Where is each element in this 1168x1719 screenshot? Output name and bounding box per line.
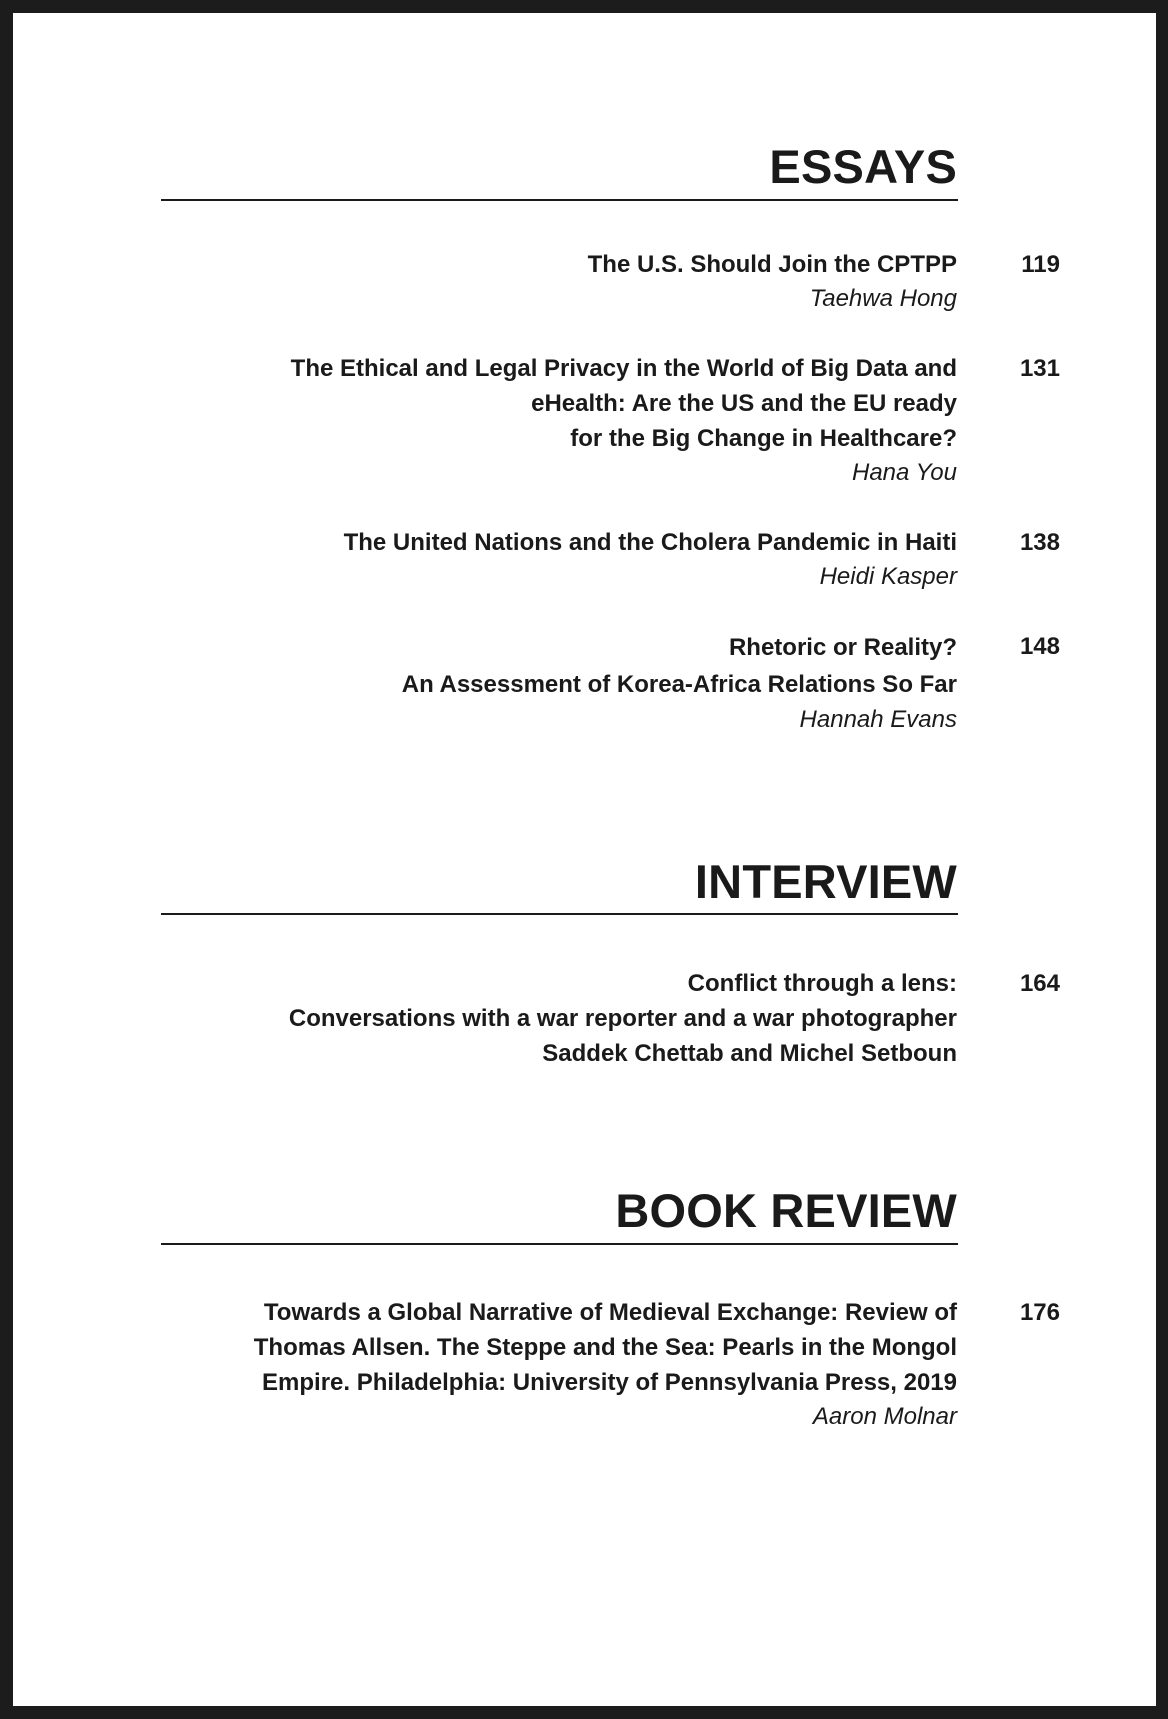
entry-title-line: The United Nations and the Cholera Pandemic in Haiti	[343, 529, 957, 556]
entry-title-line: The Ethical and Legal Privacy in the World of Big Data and	[290, 355, 957, 382]
entry-author: Saddek Chettab and Michel Setboun	[542, 1040, 957, 1067]
toc-entry-cptpp[interactable]	[97, 247, 957, 316]
entry-page-number: 131	[1019, 355, 1060, 382]
toc-entry-medieval-exchange-review[interactable]	[97, 1295, 957, 1434]
entry-title-line: Conversations with a war reporter and a war photographer	[288, 1005, 957, 1032]
entry-author: Taehwa Hong	[809, 285, 957, 312]
entry-title-line: eHealth: Are the US and the EU ready	[531, 390, 957, 417]
toc-entry-cholera-haiti[interactable]	[97, 525, 957, 594]
entry-title-line: for the Big Change in Healthcare?	[570, 425, 957, 452]
section-divider-essays	[161, 199, 958, 201]
toc-entry-conflict-through-a-lens[interactable]	[97, 966, 957, 1071]
entry-title-line: The U.S. Should Join the CPTPP	[587, 251, 957, 278]
entry-page-number: 148	[1019, 633, 1060, 660]
entry-author: Hannah Evans	[799, 706, 957, 733]
section-divider-book-review	[161, 1243, 958, 1245]
entry-title-line: Thomas Allsen. The Steppe and the Sea: Pearls in the Mongol	[253, 1334, 957, 1361]
entry-page-number: 138	[1019, 529, 1060, 556]
toc-entry-privacy-big-data[interactable]	[97, 351, 957, 490]
table-of-contents-page	[13, 13, 1156, 1706]
entry-title-line: Conflict through a lens:	[687, 970, 957, 997]
entry-author: Heidi Kasper	[819, 563, 957, 590]
entry-author: Aaron Molnar	[812, 1403, 957, 1430]
entry-title-line: Towards a Global Narrative of Medieval Exchange: Review of	[263, 1299, 957, 1326]
section-title-book-review: BOOK REVIEW	[615, 1184, 957, 1237]
section-title-interview: INTERVIEW	[694, 855, 957, 908]
entry-page-number: 119	[1021, 251, 1060, 278]
section-divider-interview	[161, 913, 958, 915]
section-title-essays: ESSAYS	[769, 140, 957, 193]
entry-title-line: Rhetoric or Reality?	[728, 634, 957, 661]
entry-page-number: 164	[1019, 970, 1060, 997]
entry-page-number: 176	[1019, 1299, 1060, 1326]
entry-author: Hana You	[852, 459, 957, 486]
toc-entry-korea-africa[interactable]	[97, 629, 957, 737]
entry-title-line: Empire. Philadelphia: University of Pennsylvania Press, 2019	[262, 1369, 957, 1396]
entry-title-line: An Assessment of Korea-Africa Relations So Far	[401, 671, 957, 698]
